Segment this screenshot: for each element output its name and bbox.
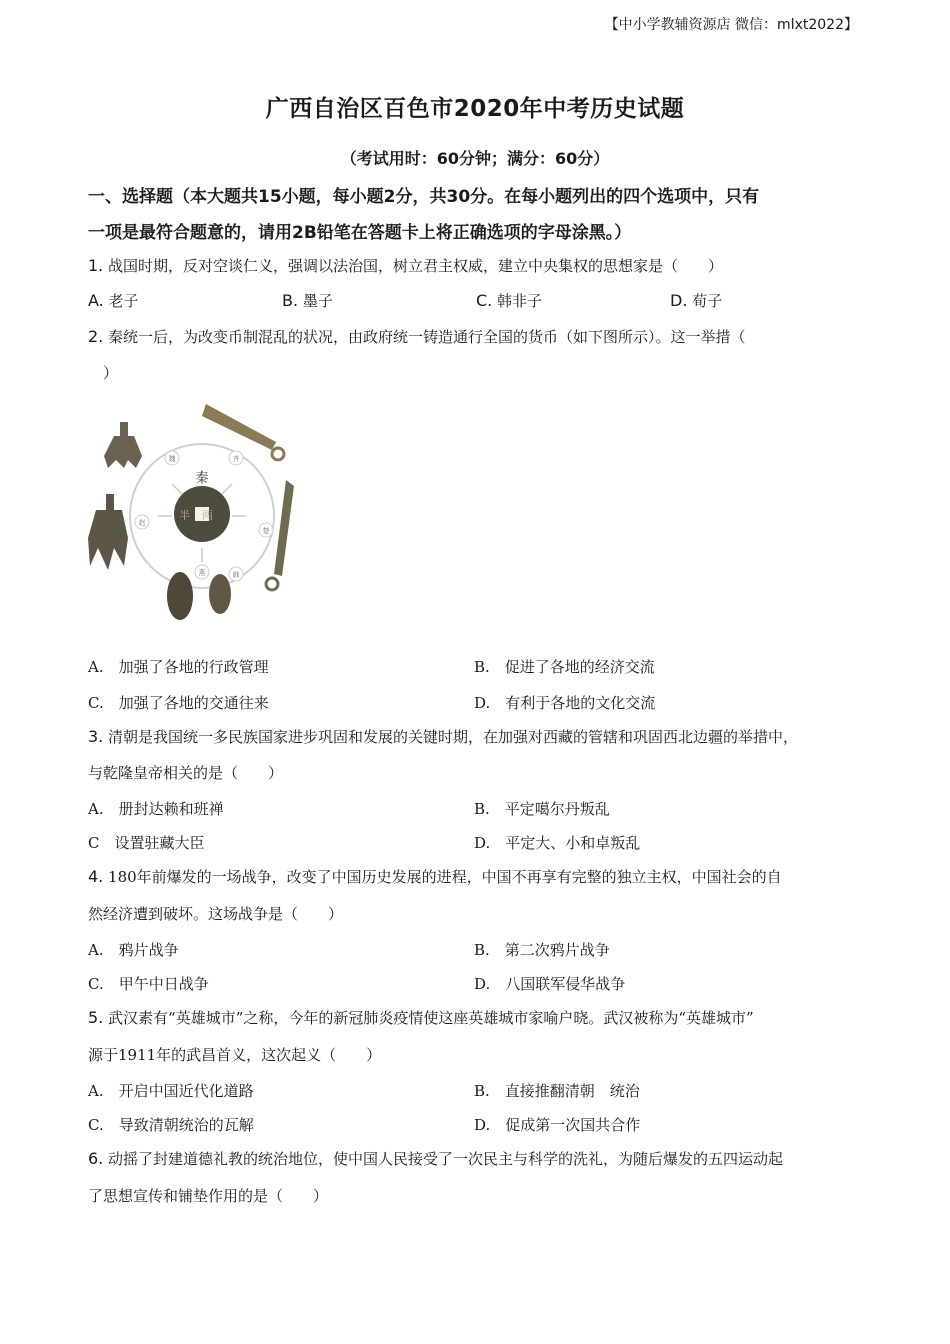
question-text: 武汉素有“英雄城市”之称，今年的新冠肺炎疫情使这座英雄城市家喻户晓。武汉被称为“英雄城市” [108,1009,754,1027]
knife-coin-top [202,404,284,460]
ant-nose-coin-right [209,574,231,614]
q5-option-c[interactable]: C. 导致清朝统治的瓦解 [88,1116,254,1134]
question-5-line2: 源于1911年的武昌首义，这次起义（ ） [88,1046,382,1064]
q3-option-c[interactable]: C 设置驻藏大臣 [88,834,205,852]
header-note: 【中小学教辅资源店 微信：mlxt2022】 [604,17,858,33]
question-text: 动摇了封建道德礼教的统治地位，使中国人民接受了一次民主与科学的洗礼，为随后爆发的五四运动起 [108,1150,784,1168]
question-1 [88,255,723,276]
q5-option-d[interactable]: D. 促成第一次国共合作 [474,1116,641,1134]
question-2-line2: ） [88,364,119,382]
question-text: 战国时期，反对空谈仁义，强调以法治国，树立君主权威，建立中央集权的思想家是（ ） [108,257,724,275]
q4-option-a[interactable]: A. 鸦片战争 [88,941,179,959]
q5-option-b[interactable]: B. 直接推翻清朝 统治 [474,1082,640,1100]
coin-inscription: 半两 [179,509,225,522]
question-number: 6. [88,1149,104,1168]
question-number: 5. [88,1008,104,1027]
question-6 [88,1148,783,1169]
svg-text:齐: 齐 [232,455,240,463]
q3-option-a[interactable]: A. 册封达赖和班禅 [88,800,224,818]
section-heading-line2: 一项是最符合题意的，请用2B铅笔在答题卡上将正确选项的字母涂黑。） [88,223,632,243]
question-number: 4. [88,867,104,886]
question-text: 清朝是我国统一多民族国家进步巩固和发展的关键时期，在加强对西藏的管辖和巩固西北边疆的举措中， [108,728,799,746]
svg-text:韩: 韩 [232,571,240,579]
question-5 [88,1007,754,1028]
q4-option-d[interactable]: D. 八国联军侵华战争 [474,975,626,993]
q3-option-d[interactable]: D. 平定大、小和卓叛乱 [474,834,641,852]
question-2 [88,326,746,347]
qin-coin-figure [86,398,302,630]
q2-option-d[interactable]: D. 有利于各地的文化交流 [474,694,656,712]
spade-coin-left [88,494,128,570]
q1-option-c[interactable]: C. 韩非子 [476,291,543,310]
question-number: 1. [88,256,104,275]
center-label: 秦 [195,471,209,486]
q1-option-d[interactable]: D. 荀子 [670,291,723,310]
exam-info: （考试用时：60分钟；满分：60分） [340,149,610,168]
page-title: 广西自治区百色市2020年中考历史试题 [265,96,685,122]
question-6-line2: 了思想宣传和铺垫作用的是（ ） [88,1187,329,1205]
question-4 [88,866,782,887]
ant-nose-coin-left [167,572,193,620]
question-text: 180年前爆发的一场战争，改变了中国历史发展的进程，中国不再享有完整的独立主权，中国社会的自 [108,868,782,886]
q5-option-a[interactable]: A. 开启中国近代化道路 [88,1082,254,1100]
q1-option-b[interactable]: B. 墨子 [282,291,333,310]
spade-coin-top [104,422,142,468]
question-number: 3. [88,727,104,746]
section-heading-line1: 一、选择题（本大题共15小题，每小题2分，共30分。在每小题列出的四个选项中，只有 [88,187,760,207]
svg-text:燕: 燕 [198,569,206,577]
svg-text:魏: 魏 [168,455,176,463]
q2-option-b[interactable]: B. 促进了各地的经济交流 [474,658,655,676]
q4-option-b[interactable]: B. 第二次鸦片战争 [474,941,610,959]
svg-text:楚: 楚 [262,527,270,535]
question-number: 2. [88,327,104,346]
q2-option-c[interactable]: C. 加强了各地的交通往来 [88,694,269,712]
question-text: 秦统一后，为改变币制混乱的状况，由政府统一铸造通行全国的货币（如下图所示）。这一举措（ [108,328,746,346]
q3-option-b[interactable]: B. 平定噶尔丹叛乱 [474,800,610,818]
question-3-line2: 与乾隆皇帝相关的是（ ） [88,764,284,782]
q2-option-a[interactable]: A. 加强了各地的行政管理 [88,658,269,676]
q1-option-a[interactable]: A. 老子 [88,291,139,310]
svg-text:赵: 赵 [138,519,146,527]
question-4-line2: 然经济遭到破坏。这场战争是（ ） [88,905,344,923]
question-3 [88,726,798,747]
q4-option-c[interactable]: C. 甲午中日战争 [88,975,209,993]
